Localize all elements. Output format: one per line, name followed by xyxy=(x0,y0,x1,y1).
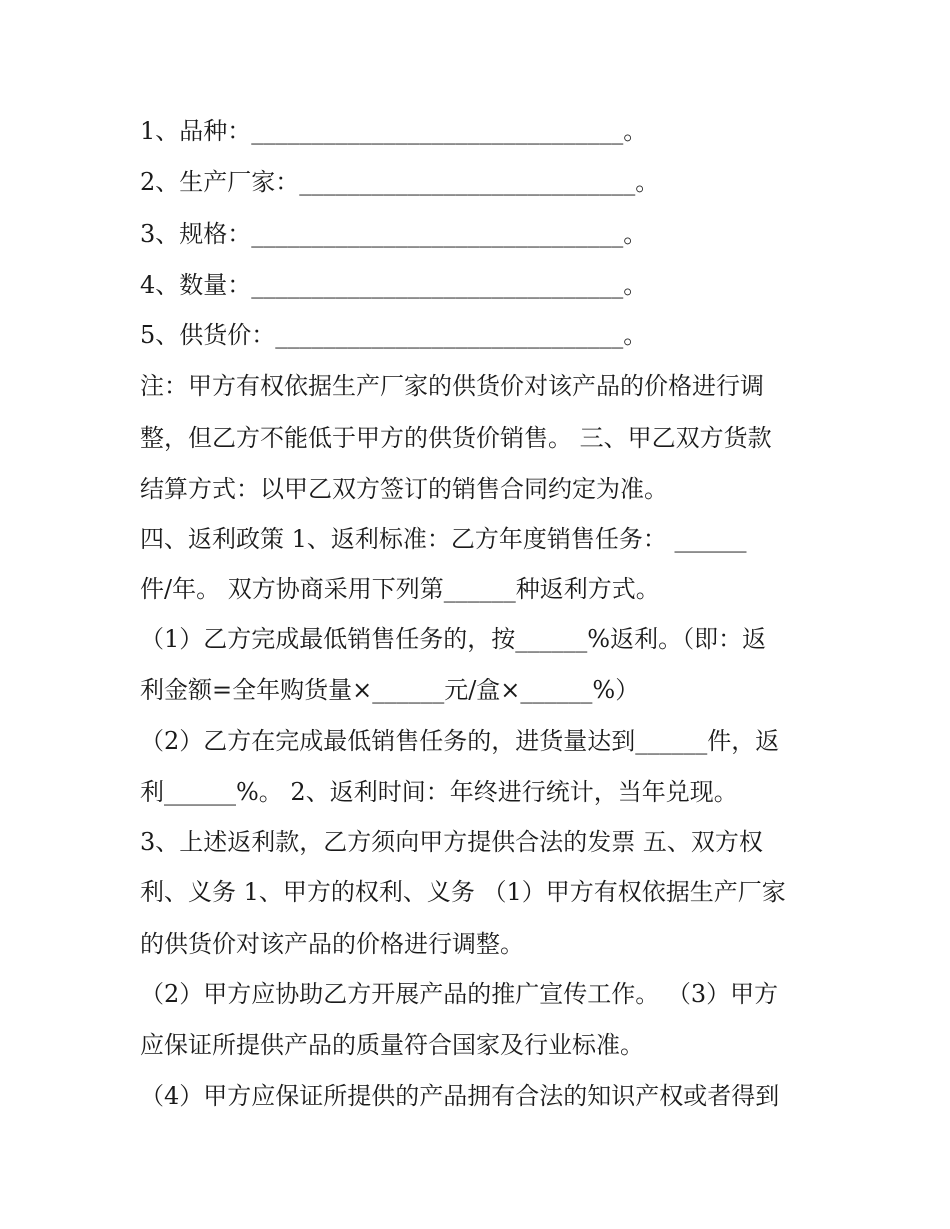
paragraph-line: 利______%。 2、返利时间：年终进行统计，当年兑现。 xyxy=(140,778,738,806)
paragraph-line: 3、上述返利款，乙方须向甲方提供合法的发票 五、双方权 xyxy=(140,828,763,856)
paragraph-line: 整，但乙方不能低于甲方的供货价销售。 三、甲乙双方货款 xyxy=(140,424,772,452)
paragraph-line: 利、义务 1、甲方的权利、义务 （1）甲方有权依据生产厂家 xyxy=(140,878,786,906)
item-quantity-line: 4、数量：_______________________________。 xyxy=(140,271,648,299)
item-specification-line: 3、规格：_______________________________。 xyxy=(140,220,648,248)
paragraph-line: （1）乙方完成最低销售任务的，按______%返利。（即：返 xyxy=(140,625,767,653)
paragraph-line: （2）甲方应协助乙方开展产品的推广宣传工作。 （3）甲方 xyxy=(140,980,779,1008)
item-manufacturer-line: 2、生产厂家：____________________________。 xyxy=(140,168,660,196)
paragraph-line: （4）甲方应保证所提供的产品拥有合法的知识产权或者得到 xyxy=(140,1082,780,1110)
paragraph-line: 结算方式：以甲乙双方签订的销售合同约定为准。 xyxy=(140,475,668,503)
paragraph-line: 四、返利政策 1、返利标准：乙方年度销售任务： ______ xyxy=(140,525,747,553)
paragraph-line: 的供货价对该产品的价格进行调整。 xyxy=(140,930,524,958)
paragraph-line: 利金额=全年购货量×______元/盒×______%） xyxy=(140,676,640,704)
paragraph-line: 件/年。 双方协商采用下列第______种返利方式。 xyxy=(140,575,660,603)
paragraph-line: （2）乙方在完成最低销售任务的，进货量达到______件，返 xyxy=(140,727,780,755)
item-supply-price-line: 5、供货价：_____________________________。 xyxy=(140,321,648,349)
paragraph-line: 注：甲方有权依据生产厂家的供货价对该产品的价格进行调 xyxy=(140,372,764,400)
paragraph-line: 应保证所提供产品的质量符合国家及行业标准。 xyxy=(140,1031,644,1059)
item-variety-line: 1、品种：_______________________________。 xyxy=(140,117,648,145)
